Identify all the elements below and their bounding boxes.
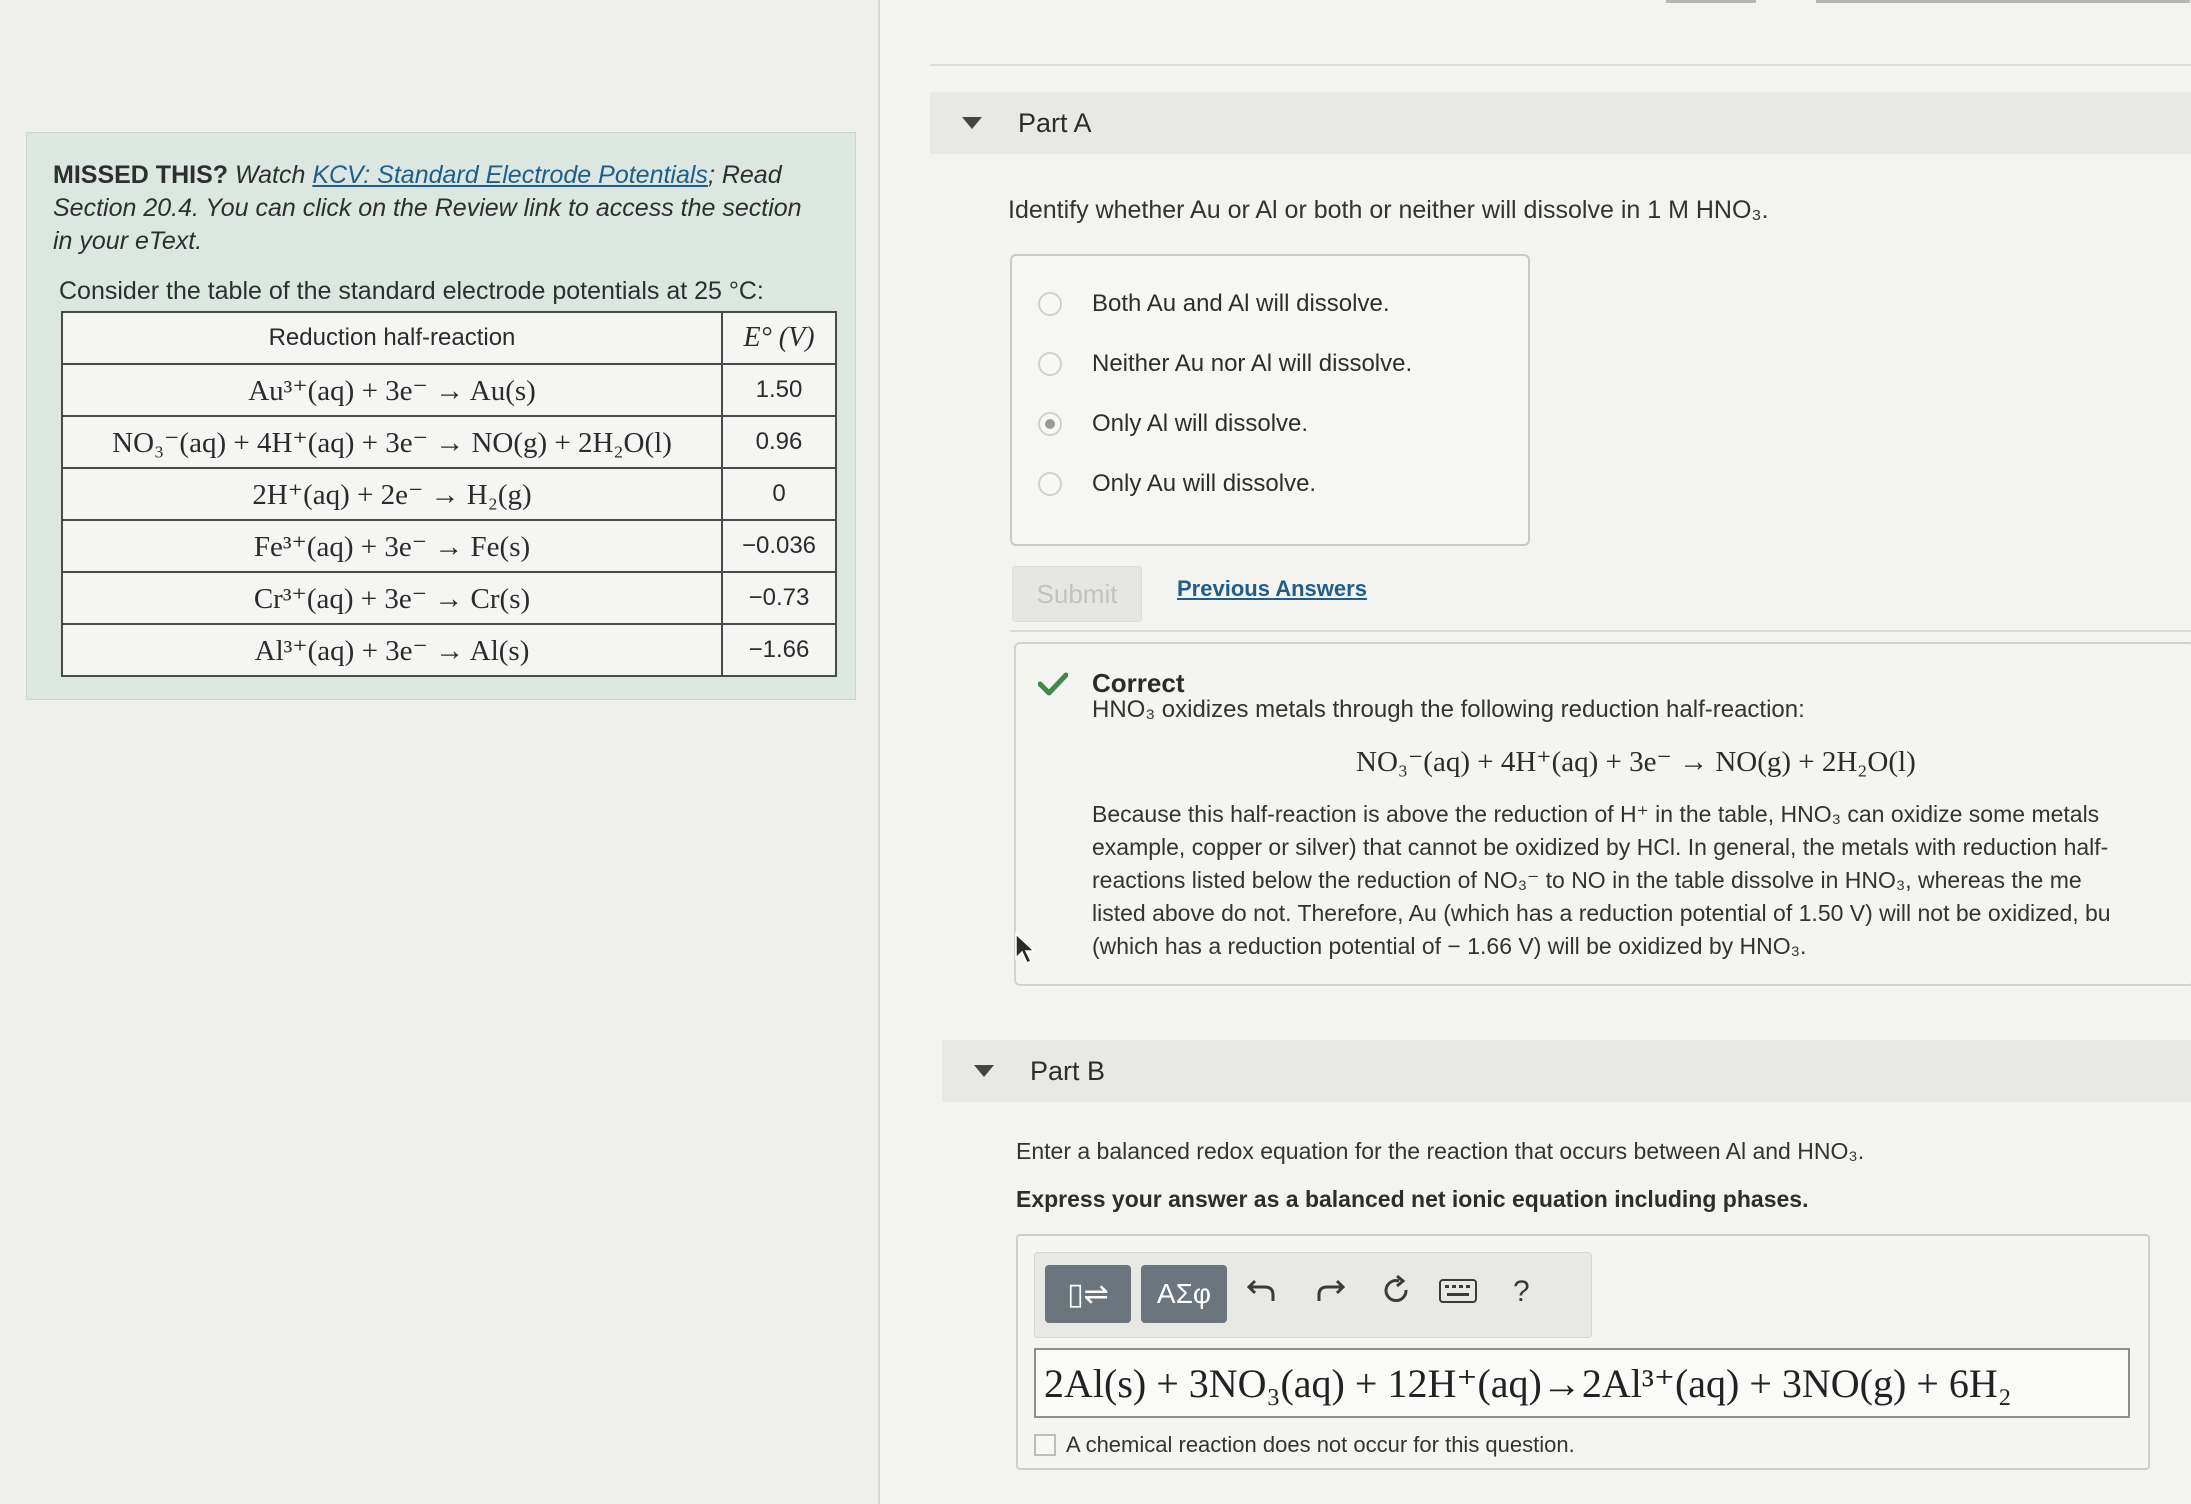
missed-this-box <box>26 132 856 700</box>
submit-button[interactable]: Submit <box>1012 566 1142 622</box>
part-a-question: Identify whether Au or Al or both or neither will dissolve in 1 M HNO₃. <box>1008 196 1769 224</box>
feedback-box <box>1014 642 2191 986</box>
check-icon <box>1038 672 1068 696</box>
choice-neither[interactable] <box>1038 350 1412 378</box>
previous-answers-link[interactable]: Previous Answers <box>1177 576 1367 601</box>
right-panel <box>880 0 2191 1504</box>
redo-icon[interactable] <box>1313 1273 1347 1307</box>
missed-label: MISSED THIS? <box>53 161 229 189</box>
potential-cell: 1.50 <box>722 364 836 416</box>
radio-button[interactable] <box>1038 352 1062 376</box>
part-b-instruction: Express your answer as a balanced net ionic equation including phases. <box>1016 1186 1809 1212</box>
table-header-row <box>62 312 836 364</box>
table-intro: Consider the table of the standard electrode potentials at 25 °C: <box>59 277 764 305</box>
tab-indicator <box>1960 0 2190 3</box>
reaction-cell: 2H⁺(aq) + 2e⁻ → H₂(g) <box>62 468 722 520</box>
feedback-explanation <box>1092 798 2191 963</box>
tab-indicator <box>1816 0 1966 3</box>
explanation-line: reactions listed below the reduction of NO₃⁻ to NO in the table dissolve in HNO₃, whereas the me <box>1092 867 2082 893</box>
table-row <box>62 624 836 676</box>
radio-button[interactable] <box>1038 292 1062 316</box>
feedback-title: Correct <box>1092 668 1185 698</box>
divider <box>1010 630 2191 632</box>
kcv-link[interactable]: KCV: Standard Electrode Potentials <box>312 161 708 189</box>
part-a-title: Part A <box>1018 107 1092 138</box>
keyboard-icon[interactable] <box>1439 1279 1477 1303</box>
section-text: Section 20.4. You can click on the Review link to access the section <box>53 194 802 222</box>
radio-button[interactable] <box>1038 472 1062 496</box>
explanation-line: (which has a reduction potential of − 1.66 V) will be oxidized by HNO₃. <box>1092 933 1807 959</box>
undo-icon[interactable] <box>1245 1273 1279 1307</box>
reset-icon[interactable] <box>1379 1273 1413 1307</box>
collapse-caret-icon[interactable] <box>974 1065 994 1077</box>
explanation-line: Because this half-reaction is above the reduction of H⁺ in the table, HNO₃ can oxidize some metals <box>1092 801 2100 827</box>
choice-label: Both Au and Al will dissolve. <box>1092 290 1390 317</box>
answer-area <box>1016 1234 2150 1470</box>
table-row <box>62 468 836 520</box>
read-text: ; Read <box>707 161 782 189</box>
greek-symbols-button[interactable]: ΑΣφ <box>1141 1265 1227 1323</box>
missed-this-text <box>53 159 833 258</box>
choice-label: Only Al will dissolve. <box>1092 410 1309 437</box>
no-reaction-option[interactable] <box>1034 1432 1575 1458</box>
part-b-header[interactable] <box>942 1040 2191 1102</box>
mouse-cursor-icon <box>1014 932 1036 966</box>
potential-cell: 0.96 <box>722 416 836 468</box>
choice-label: Only Au will dissolve. <box>1092 470 1317 497</box>
answer-input[interactable]: 2Al(s) + 3NO₃(aq) + 12H⁺(aq)→2Al³⁺(aq) + 3NO(g) + 6H₂ <box>1034 1348 2130 1418</box>
table-row <box>62 416 836 468</box>
reaction-cell: NO₃⁻(aq) + 4H⁺(aq) + 3e⁻ → NO(g) + 2H₂O(l) <box>62 416 722 468</box>
reaction-cell: Al³⁺(aq) + 3e⁻ → Al(s) <box>62 624 722 676</box>
watch-text: Watch <box>234 161 306 189</box>
answer-choices <box>1010 254 1530 546</box>
left-panel <box>0 0 880 1504</box>
col-header-reaction: Reduction half-reaction <box>62 312 722 364</box>
templates-button[interactable]: ▯⇌ <box>1045 1265 1131 1323</box>
reaction-cell: Cr³⁺(aq) + 3e⁻ → Cr(s) <box>62 572 722 624</box>
no-reaction-label: A chemical reaction does not occur for this question. <box>1066 1432 1575 1457</box>
choice-only-au[interactable] <box>1038 470 1316 498</box>
divider <box>930 64 2191 66</box>
collapse-caret-icon[interactable] <box>962 117 982 129</box>
feedback-intro: HNO₃ oxidizes metals through the following reduction half-reaction: <box>1092 696 1805 723</box>
feedback-equation: NO₃⁻(aq) + 4H⁺(aq) + 3e⁻ → NO(g) + 2H₂O(l) <box>1356 746 1916 778</box>
help-button[interactable]: ? <box>1513 1275 1530 1308</box>
tab-indicator <box>1666 0 1756 3</box>
explanation-line: listed above do not. Therefore, Au (which has a reduction potential of 1.50 V) will not be oxidized, bu <box>1092 900 2111 926</box>
potential-cell: 0 <box>722 468 836 520</box>
table-row <box>62 572 836 624</box>
reaction-cell: Au³⁺(aq) + 3e⁻ → Au(s) <box>62 364 722 416</box>
table-row <box>62 364 836 416</box>
electrode-potential-table <box>61 311 837 677</box>
choice-label: Neither Au nor Al will dissolve. <box>1092 350 1413 377</box>
part-b-question: Enter a balanced redox equation for the reaction that occurs between Al and HNO₃. <box>1016 1138 1865 1164</box>
potential-cell: −1.66 <box>722 624 836 676</box>
reaction-cell: Fe³⁺(aq) + 3e⁻ → Fe(s) <box>62 520 722 572</box>
radio-button-selected[interactable] <box>1038 412 1062 436</box>
part-b-title: Part B <box>1030 1055 1106 1086</box>
choice-only-al[interactable] <box>1038 410 1308 438</box>
part-a-header[interactable] <box>930 92 2191 154</box>
etext-text: in your eText. <box>53 227 203 255</box>
table-row <box>62 520 836 572</box>
no-reaction-checkbox[interactable] <box>1034 1434 1056 1456</box>
potential-cell: −0.73 <box>722 572 836 624</box>
explanation-line: example, copper or silver) that cannot be oxidized by HCl. In general, the metals with reduction half- <box>1092 834 2109 860</box>
choice-both[interactable] <box>1038 290 1390 318</box>
math-toolbar <box>1034 1252 1592 1338</box>
potential-cell: −0.036 <box>722 520 836 572</box>
col-header-potential: E° (V) <box>722 312 836 364</box>
